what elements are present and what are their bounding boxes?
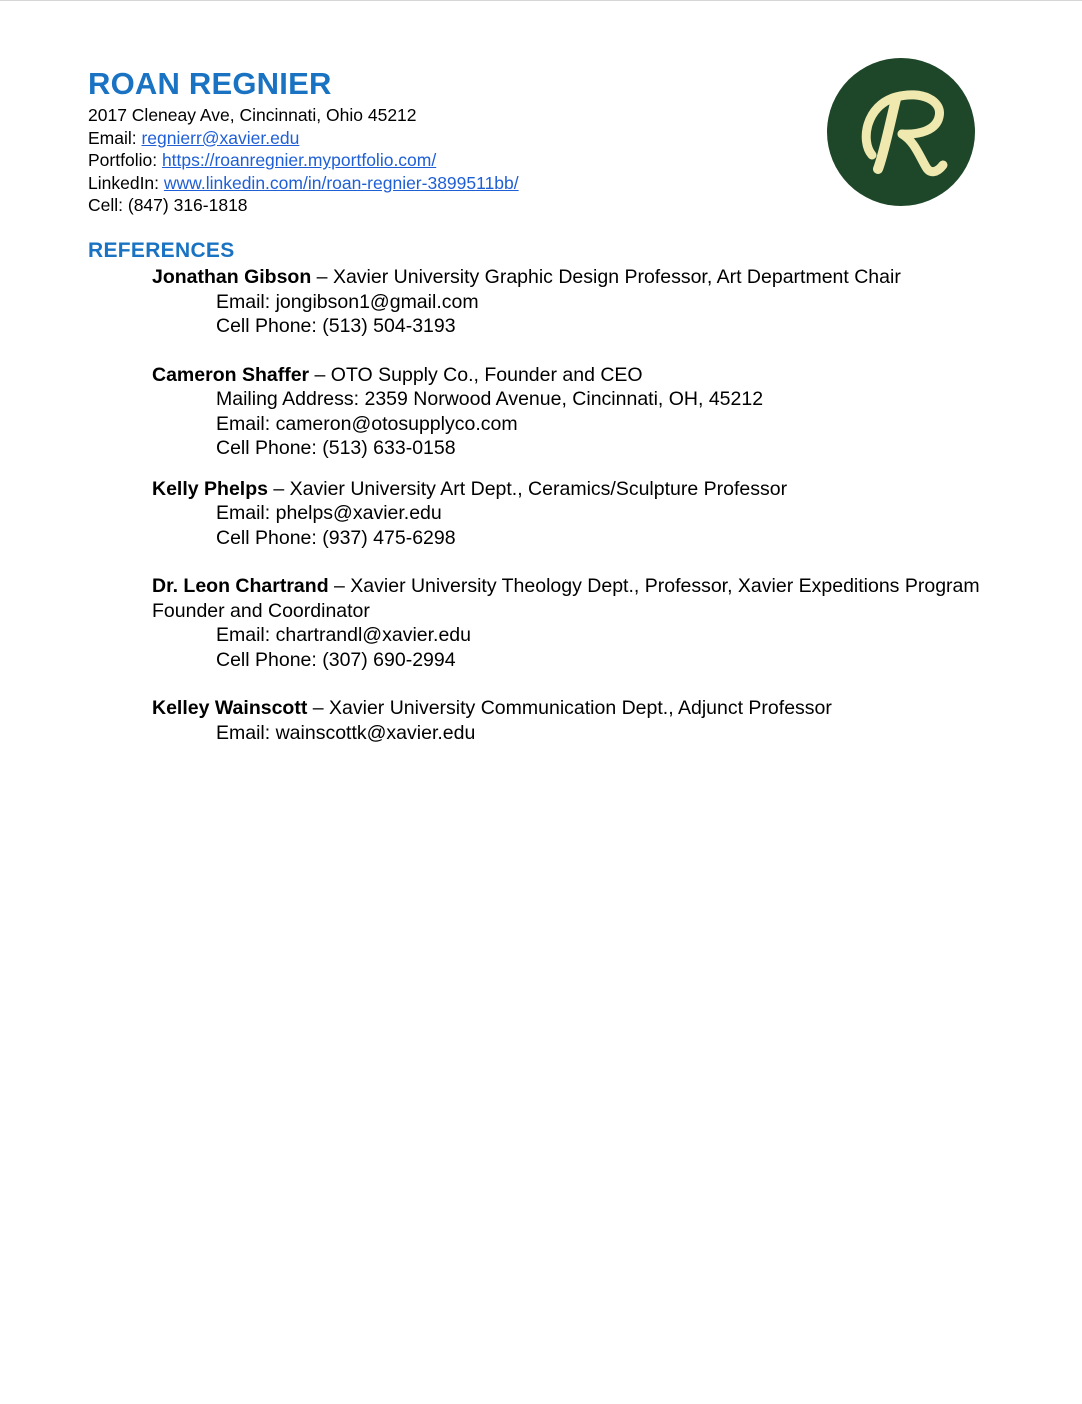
reference-heading <box>152 477 982 502</box>
reference-email: Email: cameron@otosupplyco.com <box>216 412 518 435</box>
reference-name: Cameron Shaffer <box>152 363 310 386</box>
reference-title: – OTO Supply Co., Founder and CEO <box>309 363 643 386</box>
reference-address: Mailing Address: 2359 Norwood Avenue, Cincinnati, OH, 45212 <box>216 388 764 410</box>
reference-name: Kelly Phelps <box>152 477 268 500</box>
reference-title: – Xavier University Graphic Design Professor, Art Department Chair <box>311 266 901 288</box>
reference-title: – Xavier University Communication Dept., Adjunct Professor <box>307 697 832 719</box>
linkedin-label: LinkedIn: <box>88 172 164 193</box>
reference-phone: Cell Phone: (513) 504-3193 <box>216 315 456 337</box>
reference-heading <box>152 574 982 623</box>
reference-phone: Cell Phone: (937) 475-6298 <box>216 526 456 549</box>
portfolio-link[interactable]: https://roanregnier.myportfolio.com/ <box>161 150 437 171</box>
reference-phone: Cell Phone: (307) 690-2994 <box>216 648 456 671</box>
page-title: ROAN REGNIER <box>88 66 332 101</box>
email-link[interactable]: regnierr@xavier.edu <box>141 127 300 148</box>
email-line <box>88 127 519 150</box>
reference-name: Dr. Leon Chartrand <box>152 575 329 597</box>
reference-heading <box>152 363 982 388</box>
reference-heading <box>152 696 982 721</box>
references-heading: REFERENCES <box>88 239 235 262</box>
linkedin-link[interactable]: www.linkedin.com/in/roan-regnier-3899511bb/ <box>163 172 519 193</box>
reference-item <box>152 477 982 551</box>
portfolio-label: Portfolio: <box>88 150 162 171</box>
linkedin-line <box>88 172 519 195</box>
reference-item <box>152 363 982 461</box>
reference-email: Email: chartrandl@xavier.edu <box>216 624 471 646</box>
reference-title: – Xavier University Art Dept., Ceramics/Sculpture Professor <box>267 477 788 500</box>
reference-item <box>152 265 982 339</box>
reference-name: Jonathan Gibson <box>152 266 312 288</box>
email-label: Email: <box>88 127 142 148</box>
resume-header <box>88 66 519 217</box>
monogram-logo <box>826 57 976 207</box>
reference-item <box>152 574 982 672</box>
reference-name: Kelley Wainscott <box>152 697 308 719</box>
reference-email: Email: wainscottk@xavier.edu <box>216 721 476 744</box>
reference-phone: Cell Phone: (513) 633-0158 <box>216 437 456 459</box>
reference-item <box>152 696 982 745</box>
references-list <box>152 265 982 745</box>
reference-email: Email: phelps@xavier.edu <box>216 502 442 524</box>
portfolio-line <box>88 149 519 172</box>
reference-email: Email: jongibson1@gmail.com <box>216 290 479 313</box>
cell-line: Cell: (847) 316-1818 <box>88 195 248 216</box>
reference-title: – Xavier University Theology Dept., Professor, Xavier Expeditions Program Founder and Coordinator <box>152 575 980 622</box>
reference-heading <box>152 265 982 290</box>
address-line: 2017 Cleneay Ave, Cincinnati, Ohio 45212 <box>88 105 417 125</box>
